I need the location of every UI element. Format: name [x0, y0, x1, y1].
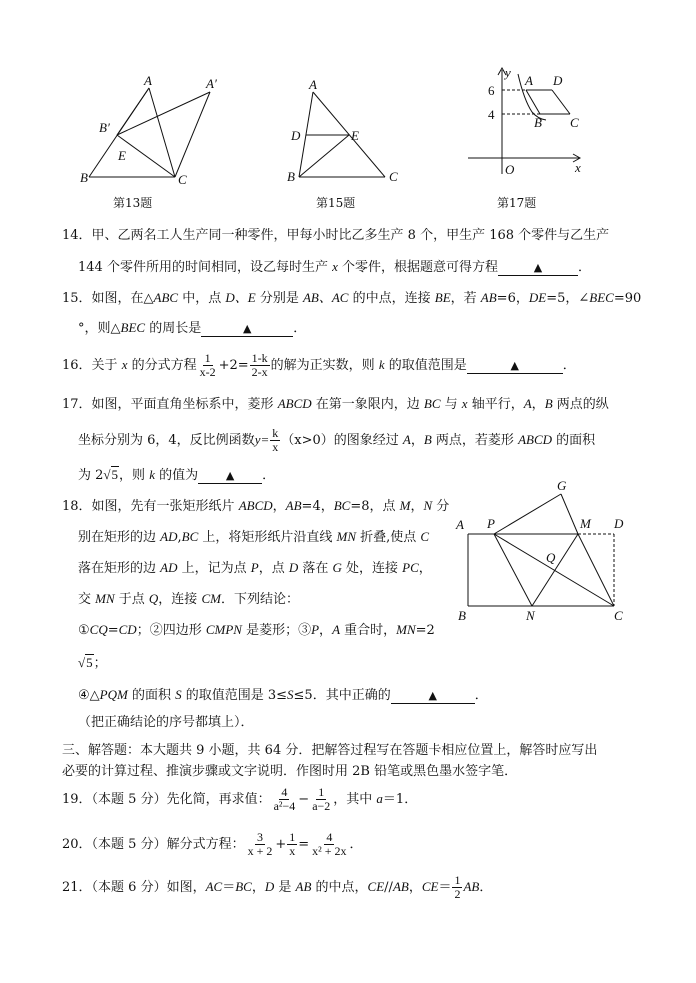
q17-x: x	[461, 396, 468, 411]
q18-text: 落在矩形的边	[78, 561, 161, 576]
q19-a: a	[376, 791, 383, 806]
fraction-denominator: a²−4	[273, 799, 296, 813]
q21-text: ，	[408, 880, 422, 895]
fraction-numerator: 3	[256, 830, 263, 844]
sqrt-radicand: 5	[111, 467, 119, 482]
q21-text: 的中点，	[311, 880, 368, 895]
q14-text-2a: 144 个零件所用的时间相同，设乙每时生产	[78, 260, 333, 275]
figure-15	[285, 77, 405, 190]
q15-ab-ac: AB、AC	[302, 290, 349, 305]
q18-a: A	[332, 622, 341, 637]
fig15-label-c: C	[389, 169, 398, 184]
q15-ab: AB	[480, 290, 497, 305]
q15-text: 15．如图，在△	[62, 291, 154, 306]
q21-ab: AB	[295, 879, 312, 894]
q17-b: B	[423, 432, 432, 447]
q18-answer-blank[interactable]: ▲	[391, 689, 475, 704]
q18-text: ，	[272, 499, 286, 514]
q19-text: −	[298, 792, 310, 807]
q18-text: ；	[93, 656, 107, 671]
fig13-side-ac	[149, 88, 175, 177]
fig15-label-d: D	[291, 128, 301, 143]
q18-s: S	[175, 687, 182, 702]
q18-text: =8，点	[350, 499, 400, 514]
q21-bc: BC	[235, 879, 252, 894]
q16-fraction-2	[250, 352, 270, 379]
q18-g: G	[332, 560, 342, 575]
fig18-label-d: D	[614, 516, 624, 531]
fig13-label-a-prime: A′	[206, 76, 217, 91]
q18-d: D	[288, 560, 299, 575]
q18-abcd: ABCD	[238, 498, 273, 513]
q16-text: 16．关于	[62, 358, 122, 373]
q18-text: =	[107, 623, 119, 638]
q15-text: 的中点，连接	[348, 291, 435, 306]
q18-cq: CQ	[89, 622, 108, 637]
q15-de: D、E	[225, 290, 256, 305]
fraction-denominator: x	[289, 844, 296, 858]
q21-ab: AB	[463, 879, 480, 894]
q18-text: 的取值范围是 3≤	[181, 688, 288, 703]
q21-line	[62, 874, 492, 901]
fig17-label-a: A	[525, 73, 533, 88]
q18-bc: BC	[181, 529, 199, 544]
q18-text: 处，连接	[341, 561, 403, 576]
q20-fraction-2	[287, 831, 297, 858]
q17-a: A	[402, 432, 411, 447]
fig18-label-a: A	[456, 517, 464, 532]
q17-text: 的图象经过	[333, 433, 403, 448]
q18-text: ①	[78, 623, 90, 638]
fig17-tick-4: 4	[488, 107, 495, 122]
q18-text: 交	[78, 592, 96, 607]
fig18-label-c: C	[614, 608, 623, 623]
q18-line-3	[78, 559, 432, 578]
section-3-heading	[62, 742, 597, 760]
figure-15-caption: 第15题	[316, 196, 356, 210]
figure-17-caption: 第17题	[497, 196, 537, 210]
q16-text: +2=	[218, 358, 249, 373]
q18-text: 于点	[114, 592, 149, 607]
q17-text: 坐标分别为 6，4，反比例函数	[78, 433, 255, 448]
q21-d: D	[264, 879, 275, 894]
q18-line-1	[62, 497, 449, 516]
fraction-denominator: 2-x	[251, 365, 268, 379]
fig18-label-b: B	[458, 608, 466, 623]
fig18-label-p: P	[487, 516, 495, 531]
q16-answer-blank[interactable]: ▲	[467, 359, 563, 374]
q18-text: 是菱形；③	[241, 623, 312, 638]
q21-ac: AC	[205, 879, 223, 894]
q15-de5: DE	[528, 290, 547, 305]
q20-text: 20．（本题 5 分）解分式方程：	[62, 837, 245, 852]
q17-sqrt: √5	[103, 467, 119, 482]
q17-bc: BC	[423, 396, 441, 411]
q15-be: BE	[434, 290, 451, 305]
q18-text: ≤5．其中正确的	[293, 688, 391, 703]
q18-text: ，	[418, 561, 432, 576]
q18-q: Q	[148, 591, 159, 606]
q20-text: =	[298, 837, 310, 852]
q17-line-2	[78, 427, 595, 454]
section-3-text-1: 三、解答题：本大题共 9 小题，共 64 分．把解答过程写在答题卡相应位置上，解答时应写出	[62, 743, 598, 758]
q17-y: y=	[254, 432, 270, 447]
q17-line-3	[78, 466, 275, 485]
q18-text: 分	[432, 499, 450, 514]
q21-parallel: //	[384, 880, 393, 895]
q17-line-1	[62, 395, 609, 414]
q21-text: ，	[251, 880, 265, 895]
q18-end: ．	[474, 688, 488, 703]
q18-pqm: PQM	[99, 687, 128, 702]
q20-text: ．	[349, 837, 363, 852]
fig15-label-e: E	[351, 128, 359, 143]
section-3-heading-2	[62, 763, 517, 781]
q17-text: 17．如图，平面直角坐标系中，菱形	[62, 397, 278, 412]
q15-end: ．	[293, 321, 307, 336]
fraction-numerator: 4	[281, 785, 288, 799]
q18-text: 上，将矩形纸片沿直线	[198, 530, 337, 545]
q18-note: （把正确结论的序号都填上）．	[78, 715, 254, 730]
fig17-label-o: O	[505, 162, 515, 177]
q17-abcd: ABCD	[277, 396, 312, 411]
fig18-segment-pn	[494, 534, 532, 606]
q14-answer-blank[interactable]: ▲	[498, 261, 578, 276]
q18-mn: MN	[396, 622, 416, 637]
section-3-text-2: 必要的计算过程、推演步骤或文字说明．作图时用 2B 铅笔或黑色墨水签字笔．	[62, 764, 518, 779]
q18-mn: MN	[336, 529, 357, 544]
q15-text: =6，	[496, 291, 529, 306]
sqrt-radicand: 5	[86, 655, 93, 670]
q18-cm: CM	[201, 591, 221, 606]
fig17-label-c: C	[570, 115, 579, 130]
q14-var-x: x	[332, 259, 338, 274]
q17-k: k	[149, 467, 155, 482]
fig13-label-b: B	[80, 170, 88, 185]
q15-line-1	[62, 289, 641, 308]
q15-text: 中，点	[178, 291, 226, 306]
q18-p: P	[250, 560, 259, 575]
fraction-denominator: x² + 2x	[312, 844, 347, 858]
q18-ad: AD	[160, 560, 178, 575]
q16-end: ．	[562, 358, 576, 373]
q18-cmpn: CMPN	[205, 622, 242, 637]
q17-text: 两点的纵	[552, 397, 609, 412]
fig18-segment-mn	[532, 534, 578, 606]
q18-text: 落在	[298, 561, 333, 576]
fig17-side-ab	[526, 90, 540, 114]
q17-text: 两点，若菱形	[431, 433, 519, 448]
q18-text: ，连接	[158, 592, 202, 607]
q21-ce: CE	[421, 879, 439, 894]
q15-text: =90	[613, 291, 642, 306]
q18-text: =4，	[301, 499, 334, 514]
q15-bec: BEC	[589, 290, 614, 305]
fraction-numerator: 1	[454, 873, 461, 887]
fraction-numerator: 1	[204, 351, 211, 365]
q19-text: 19．（本题 5 分）先化简，再求值：	[62, 792, 271, 807]
q15-text: ，若	[450, 291, 481, 306]
q16-k: k	[378, 357, 385, 372]
fig17-tick-6: 6	[488, 83, 495, 98]
q18-c: C	[420, 529, 430, 544]
q21-ce: CE	[367, 879, 385, 894]
q14-text-1: 14．甲、乙两名工人生产同一种零件，甲每小时比乙多生产 8 个，甲生产 168 个零件与乙生产	[62, 228, 610, 243]
q17-abcd: ABCD	[518, 432, 553, 447]
fig17-label-y: y	[505, 65, 511, 80]
fig13-label-c: C	[178, 172, 187, 187]
fig17-side-dc	[552, 90, 570, 114]
q18-p: P	[311, 622, 320, 637]
q17-text: 轴平行，	[467, 397, 524, 412]
q21-text: ．	[479, 880, 493, 895]
fraction-numerator: 1	[318, 785, 325, 799]
fig18-label-n: N	[526, 608, 535, 623]
q19-fraction-1	[272, 786, 298, 813]
q18-text: 的面积	[127, 688, 176, 703]
q18-text: ；②四边形	[136, 623, 206, 638]
fraction-denominator: x + 2	[247, 844, 273, 858]
fig13-label-a: A	[144, 73, 152, 88]
q17-b: B	[544, 396, 553, 411]
q16-text: 的解为正实数，则	[270, 358, 379, 373]
q20-fraction-1	[246, 831, 275, 858]
q18-mn: MN	[95, 591, 115, 606]
q18-text: 别在矩形的边	[78, 530, 161, 545]
q18-text: 重合时，	[340, 623, 397, 638]
q19-line	[62, 786, 417, 813]
q17-text: 的面积	[552, 433, 596, 448]
q16-line	[62, 352, 576, 379]
q16-x: x	[121, 357, 128, 372]
q17-text: ，	[531, 397, 545, 412]
fraction-denominator: x-2	[199, 365, 216, 379]
fig15-label-b: B	[287, 169, 295, 184]
q15-text: =5，∠	[546, 291, 590, 306]
fig17-label-b: B	[534, 115, 542, 130]
q17-text: ，则	[119, 468, 150, 483]
fig17-label-d: D	[553, 73, 563, 88]
fig17-label-x: x	[575, 160, 581, 175]
q14-text-2b: 个零件，根据题意可得方程	[337, 260, 498, 275]
fraction-denominator: 2	[454, 887, 461, 901]
fig15-segment-be	[299, 135, 349, 177]
q19-text: ，其中	[333, 792, 377, 807]
q18-bc: BC	[333, 498, 351, 513]
q17-text: （x>0）	[281, 433, 334, 448]
figure-18	[454, 478, 634, 624]
q18-text: ，	[410, 499, 424, 514]
fraction-numerator: 1-k	[251, 351, 268, 365]
q18-ab: AB	[285, 498, 302, 513]
fraction-numerator: k	[272, 426, 279, 440]
q18-text: =2	[415, 623, 435, 638]
q19-text: ＝1．	[382, 792, 418, 807]
q18-text: ，点	[258, 561, 289, 576]
q17-end: ．	[262, 468, 276, 483]
q18-text: ④△	[78, 688, 100, 703]
fig15-label-a: A	[309, 77, 317, 92]
q15-abc: ABC	[153, 290, 179, 305]
fig13-side-a2c	[175, 92, 210, 177]
q18-text: ，	[319, 623, 333, 638]
q18-text: ,	[177, 530, 182, 545]
q18-line-8	[78, 714, 254, 732]
q16-fraction-1	[198, 352, 218, 379]
q18-m: M	[399, 498, 411, 513]
q17-fraction-k	[270, 427, 280, 454]
q17-a: A	[523, 396, 532, 411]
q18-text: 折叠,使点	[356, 530, 421, 545]
q15-answer-blank[interactable]: ▲	[201, 322, 293, 337]
fig18-label-m: M	[580, 516, 591, 531]
figure-13	[70, 72, 240, 190]
fig18-label-g: G	[557, 478, 567, 493]
fraction-numerator: 4	[326, 830, 333, 844]
q15-text: °，则△	[78, 321, 121, 336]
q20-line	[62, 831, 363, 858]
fig13-label-b-prime: B′	[99, 120, 110, 135]
q18-line-4	[78, 590, 299, 609]
q16-text: 的分式方程	[127, 358, 197, 373]
fig18-side-gm	[561, 494, 578, 534]
q18-line-6	[78, 654, 107, 673]
q21-text: 是	[274, 880, 296, 895]
q21-text: 21．（本题 6 分）如图，	[62, 880, 206, 895]
q19-fraction-2	[310, 786, 332, 813]
figure-13-caption: 第13题	[113, 196, 153, 210]
q21-text: ＝	[438, 880, 452, 895]
q18-s: S	[287, 687, 294, 702]
q18-text: 上，记为点	[177, 561, 251, 576]
q14-end: ．	[578, 260, 592, 275]
q18-ad: AD	[160, 529, 178, 544]
figure-17	[462, 64, 592, 184]
q18-line-7	[78, 686, 488, 705]
q18-n: N	[423, 498, 433, 513]
q18-text: 18．如图，先有一张矩形纸片	[62, 499, 239, 514]
fig18-label-q: Q	[546, 550, 556, 565]
q15-bec: BEC	[120, 320, 146, 335]
q18-line-5	[78, 621, 435, 640]
q18-line-2	[78, 528, 429, 547]
q20-text: +	[275, 837, 287, 852]
q18-cd: CD	[118, 622, 137, 637]
q20-fraction-3	[310, 831, 348, 858]
fig13-label-e: E	[118, 148, 126, 163]
q15-line-2	[78, 319, 306, 338]
q17-answer-blank[interactable]: ▲	[198, 469, 262, 484]
q21-ab: AB	[392, 879, 409, 894]
fraction-denominator: a−2	[312, 799, 331, 813]
q18-pc: PC	[402, 560, 419, 575]
q18-text: ．下列结论：	[220, 592, 299, 607]
q17-text: 的值为	[154, 468, 199, 483]
fig18-side-pg	[494, 494, 561, 534]
q17-text: 与	[440, 397, 462, 412]
q17-text: 在第一象限内，边	[311, 397, 424, 412]
fraction-numerator: 1	[289, 830, 296, 844]
q16-text: 的取值范围是	[384, 358, 467, 373]
q15-text: 的周长是	[145, 321, 202, 336]
q14-line-1	[62, 227, 609, 245]
fig13-side-a2b2	[117, 92, 210, 135]
q14-line-2	[78, 258, 591, 277]
q21-fraction-half	[452, 874, 462, 901]
fraction-denominator: x	[272, 440, 279, 454]
q17-text: ，	[410, 433, 424, 448]
q21-text: ＝	[222, 880, 236, 895]
q15-text: 分别是	[255, 291, 303, 306]
q17-text: 为 2	[78, 468, 104, 483]
q18-sqrt: √5	[78, 655, 93, 670]
